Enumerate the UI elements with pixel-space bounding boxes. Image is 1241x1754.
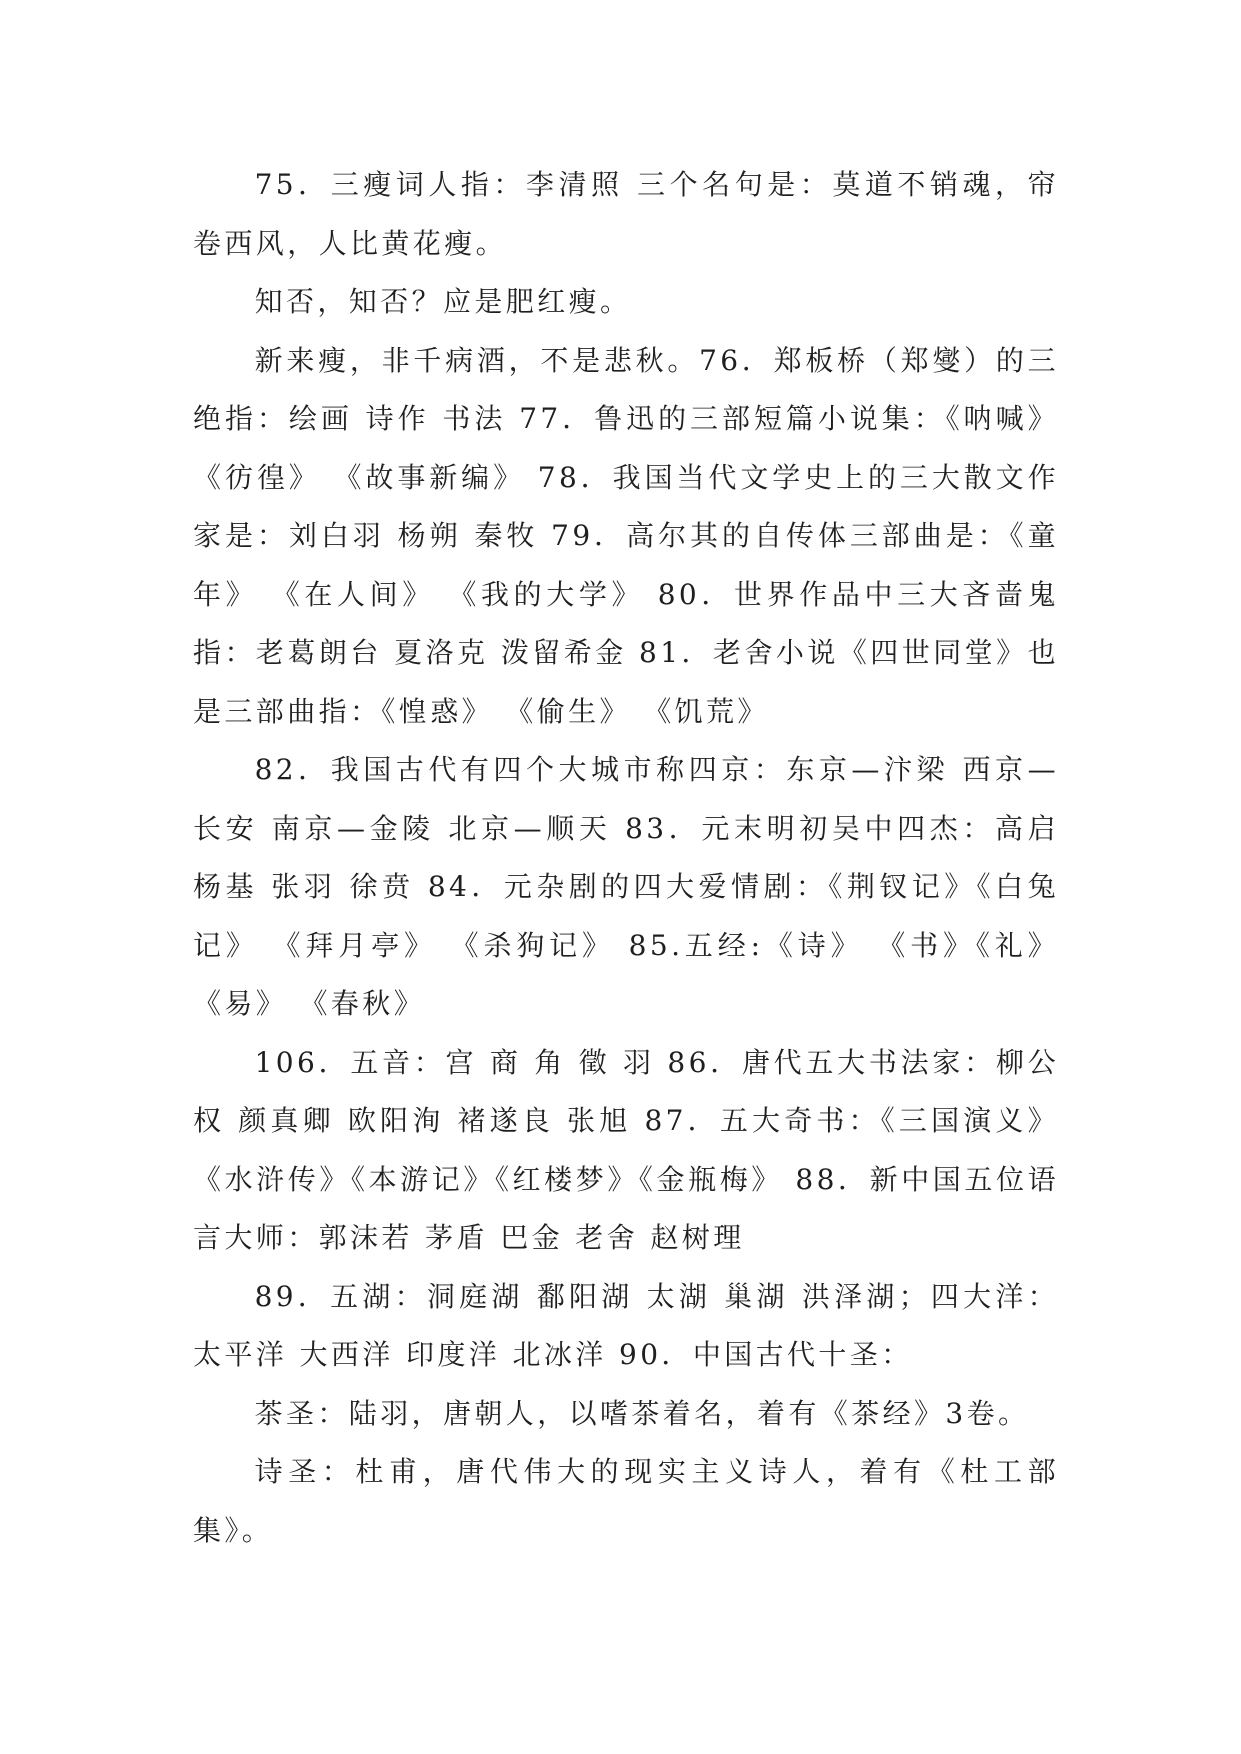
paragraph-89-90: 89．五湖：洞庭湖 鄱阳湖 太湖 巢湖 洪泽湖；四大洋：太平洋 大西洋 印度洋 北冰洋 90．中国古代十圣： — [193, 1279, 1059, 1371]
document-body — [193, 156, 1059, 1560]
paragraph-zhi-fou: 知否，知否？应是肥红瘦。 — [254, 285, 632, 318]
paragraph-82-85: 82．我国古代有四个大城市称四京：东京—汴梁 西京—长安 南京—金陵 北京—顺天 83．元末明初吴中四杰：高启 杨基 张羽 徐贲 84．元杂剧的四大爱情剧：《荆钗记》《白兔记》 《拜月亭》 《杀狗记》 85.五经:《诗》 《书》《礼》 《易》 《春秋》 — [193, 753, 1059, 1020]
paragraph-poetry-sage: 诗圣：杜甫，唐代伟大的现实主义诗人，着有《杜工部集》。 — [193, 1455, 1059, 1547]
paragraph-76-81: 新来瘦，非千病酒，不是悲秋。76．郑板桥（郑燮）的三绝指：绘画 诗作 书法 77．鲁迅的三部短篇小说集：《呐喊》 《彷徨》 《故事新编》 78．我国当代文学史上的三大散文作家是：刘白羽 杨朔 秦牧 79．高尔其的自传体三部曲是：《童年》 《在人间》 《我的大学》 80．世界作品中三大吝啬鬼指：老葛朗台 夏洛克 泼留希金 81．老舍小说《四世同堂》也是三部曲指：《惶惑》 《偷生》 《饥荒》 — [193, 343, 1059, 728]
paragraph-75-three-slim: 75．三瘦词人指：李清照 三个名句是：莫道不销魂，帘卷西风，人比黄花瘦。 — [193, 168, 1059, 260]
paragraph-tea-sage: 茶圣：陆羽，唐朝人，以嗜茶着名，着有《茶经》3卷。 — [254, 1396, 1030, 1430]
paragraph-106-88: 106．五音：宫 商 角 徵 羽 86．唐代五大书法家：柳公权 颜真卿 欧阳洵 褚遂良 张旭 87．五大奇书：《三国演义》《水浒传》《本游记》《红楼梦》《金瓶梅》 88．新中国五位语言大师：郭沫若 茅盾 巴金 老舍 赵树理 — [193, 1045, 1059, 1254]
